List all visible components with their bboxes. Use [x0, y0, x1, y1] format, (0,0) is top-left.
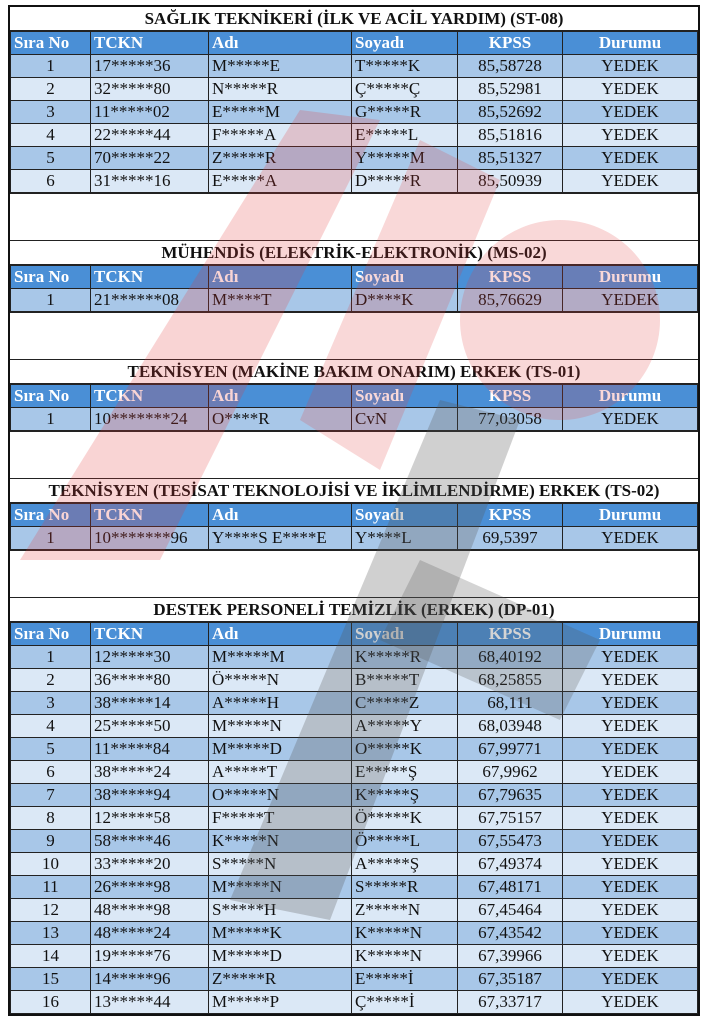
table-row [11, 761, 698, 784]
cell-soyadi: K*****Ş [352, 784, 458, 807]
cell-soyadi: S*****R [352, 876, 458, 899]
results-table [10, 622, 698, 1014]
table-row [11, 784, 698, 807]
cell-sira-no: 3 [11, 101, 91, 124]
cell-kpss: 67,79635 [458, 784, 563, 807]
cell-durumu: YEDEK [563, 55, 698, 78]
column-header-durumu: Durumu [563, 32, 698, 55]
cell-durumu: YEDEK [563, 738, 698, 761]
cell-durumu: YEDEK [563, 78, 698, 101]
column-header-soyadi: Soyadı [352, 32, 458, 55]
results-table [10, 503, 698, 550]
table-header-row [11, 266, 698, 289]
cell-sira-no: 12 [11, 899, 91, 922]
cell-adi: E*****A [209, 170, 352, 193]
cell-kpss: 77,03058 [458, 408, 563, 431]
table-row [11, 945, 698, 968]
cell-soyadi: A*****Ş [352, 853, 458, 876]
table-row [11, 669, 698, 692]
section-spacer [10, 431, 698, 479]
cell-sira-no: 2 [11, 669, 91, 692]
cell-sira-no: 5 [11, 738, 91, 761]
column-header-adi: Adı [209, 504, 352, 527]
section-title: SAĞLIK TEKNİKERİ (İLK VE ACİL YARDIM) (ST-08) [10, 7, 698, 31]
cell-sira-no: 1 [11, 646, 91, 669]
column-header-tckn: TCKN [91, 385, 209, 408]
cell-adi: N*****R [209, 78, 352, 101]
table-row [11, 55, 698, 78]
cell-adi: F*****T [209, 807, 352, 830]
cell-kpss: 68,25855 [458, 669, 563, 692]
cell-sira-no: 6 [11, 761, 91, 784]
column-header-soyadi: Soyadı [352, 504, 458, 527]
cell-durumu: YEDEK [563, 124, 698, 147]
cell-adi: S*****H [209, 899, 352, 922]
column-header-kpss: KPSS [458, 266, 563, 289]
cell-tckn: 14*****96 [91, 968, 209, 991]
column-header-adi: Adı [209, 266, 352, 289]
table-row [11, 715, 698, 738]
cell-sira-no: 11 [11, 876, 91, 899]
cell-soyadi: Ç*****İ [352, 991, 458, 1014]
cell-tckn: 33*****20 [91, 853, 209, 876]
cell-adi: S*****N [209, 853, 352, 876]
cell-soyadi: K*****R [352, 646, 458, 669]
section-title: MÜHENDİS (ELEKTRİK-ELEKTRONİK) (MS-02) [10, 241, 698, 265]
cell-adi: M*****N [209, 876, 352, 899]
cell-kpss: 67,99771 [458, 738, 563, 761]
cell-tckn: 38*****94 [91, 784, 209, 807]
cell-tckn: 58*****46 [91, 830, 209, 853]
cell-tckn: 21******08 [91, 289, 209, 312]
cell-soyadi: Ö*****L [352, 830, 458, 853]
column-header-sira-no: Sıra No [11, 266, 91, 289]
column-header-durumu: Durumu [563, 385, 698, 408]
column-header-durumu: Durumu [563, 623, 698, 646]
cell-soyadi: E*****L [352, 124, 458, 147]
cell-kpss: 67,9962 [458, 761, 563, 784]
cell-sira-no: 16 [11, 991, 91, 1014]
cell-adi: Ö*****N [209, 669, 352, 692]
cell-tckn: 48*****98 [91, 899, 209, 922]
cell-kpss: 67,35187 [458, 968, 563, 991]
cell-durumu: YEDEK [563, 922, 698, 945]
cell-adi: M*****D [209, 738, 352, 761]
column-header-tckn: TCKN [91, 266, 209, 289]
column-header-tckn: TCKN [91, 32, 209, 55]
cell-durumu: YEDEK [563, 669, 698, 692]
table-row [11, 738, 698, 761]
cell-kpss: 68,111 [458, 692, 563, 715]
cell-adi: Z*****R [209, 147, 352, 170]
column-header-sira-no: Sıra No [11, 623, 91, 646]
cell-durumu: YEDEK [563, 830, 698, 853]
cell-adi: O*****N [209, 784, 352, 807]
cell-kpss: 85,76629 [458, 289, 563, 312]
cell-soyadi: D****K [352, 289, 458, 312]
cell-tckn: 31*****16 [91, 170, 209, 193]
cell-soyadi: K*****N [352, 922, 458, 945]
cell-adi: A*****H [209, 692, 352, 715]
table-row [11, 853, 698, 876]
cell-adi: M*****N [209, 715, 352, 738]
cell-sira-no: 8 [11, 807, 91, 830]
cell-adi: M*****M [209, 646, 352, 669]
column-header-sira-no: Sıra No [11, 504, 91, 527]
results-table [10, 384, 698, 431]
cell-durumu: YEDEK [563, 646, 698, 669]
table-row [11, 124, 698, 147]
column-header-kpss: KPSS [458, 623, 563, 646]
cell-soyadi: CvN [352, 408, 458, 431]
table-header-row [11, 32, 698, 55]
cell-sira-no: 1 [11, 527, 91, 550]
table-row [11, 289, 698, 312]
cell-sira-no: 5 [11, 147, 91, 170]
cell-kpss: 67,43542 [458, 922, 563, 945]
table-row [11, 170, 698, 193]
cell-adi: E*****M [209, 101, 352, 124]
section-spacer [10, 550, 698, 598]
cell-adi: M****T [209, 289, 352, 312]
cell-soyadi: C*****Z [352, 692, 458, 715]
cell-adi: M*****P [209, 991, 352, 1014]
cell-kpss: 67,39966 [458, 945, 563, 968]
column-header-soyadi: Soyadı [352, 266, 458, 289]
cell-soyadi: Y****L [352, 527, 458, 550]
cell-durumu: YEDEK [563, 853, 698, 876]
cell-durumu: YEDEK [563, 968, 698, 991]
cell-soyadi: K*****N [352, 945, 458, 968]
column-header-tckn: TCKN [91, 504, 209, 527]
cell-soyadi: Y*****M [352, 147, 458, 170]
cell-soyadi: B*****T [352, 669, 458, 692]
column-header-sira-no: Sıra No [11, 385, 91, 408]
cell-tckn: 22*****44 [91, 124, 209, 147]
cell-tckn: 17*****36 [91, 55, 209, 78]
cell-kpss: 85,52981 [458, 78, 563, 101]
results-table [10, 265, 698, 312]
cell-kpss: 69,5397 [458, 527, 563, 550]
table-row [11, 101, 698, 124]
cell-durumu: YEDEK [563, 784, 698, 807]
cell-durumu: YEDEK [563, 899, 698, 922]
table-header-row [11, 385, 698, 408]
cell-durumu: YEDEK [563, 408, 698, 431]
column-header-sira-no: Sıra No [11, 32, 91, 55]
cell-sira-no: 3 [11, 692, 91, 715]
table-row [11, 876, 698, 899]
cell-durumu: YEDEK [563, 527, 698, 550]
cell-tckn: 19*****76 [91, 945, 209, 968]
cell-kpss: 85,50939 [458, 170, 563, 193]
table-row [11, 147, 698, 170]
cell-tckn: 12*****30 [91, 646, 209, 669]
cell-kpss: 85,52692 [458, 101, 563, 124]
cell-durumu: YEDEK [563, 289, 698, 312]
table-header-row [11, 623, 698, 646]
cell-sira-no: 1 [11, 408, 91, 431]
table-row [11, 807, 698, 830]
cell-sira-no: 13 [11, 922, 91, 945]
section-spacer [10, 312, 698, 360]
cell-adi: K*****N [209, 830, 352, 853]
table-row [11, 527, 698, 550]
cell-tckn: 38*****24 [91, 761, 209, 784]
cell-tckn: 38*****14 [91, 692, 209, 715]
column-header-durumu: Durumu [563, 266, 698, 289]
cell-soyadi: Ç*****Ç [352, 78, 458, 101]
cell-soyadi: Ö*****K [352, 807, 458, 830]
cell-durumu: YEDEK [563, 807, 698, 830]
cell-sira-no: 4 [11, 124, 91, 147]
column-header-tckn: TCKN [91, 623, 209, 646]
cell-kpss: 67,49374 [458, 853, 563, 876]
cell-soyadi: D*****R [352, 170, 458, 193]
table-row [11, 692, 698, 715]
column-header-kpss: KPSS [458, 504, 563, 527]
cell-sira-no: 10 [11, 853, 91, 876]
column-header-soyadi: Soyadı [352, 385, 458, 408]
cell-tckn: 12*****58 [91, 807, 209, 830]
cell-soyadi: O*****K [352, 738, 458, 761]
cell-soyadi: E*****İ [352, 968, 458, 991]
cell-soyadi: Z*****N [352, 899, 458, 922]
cell-tckn: 32*****80 [91, 78, 209, 101]
cell-sira-no: 14 [11, 945, 91, 968]
section-title: DESTEK PERSONELİ TEMİZLİK (ERKEK) (DP-01) [10, 598, 698, 622]
cell-sira-no: 6 [11, 170, 91, 193]
table-header-row [11, 504, 698, 527]
cell-sira-no: 9 [11, 830, 91, 853]
cell-kpss: 67,33717 [458, 991, 563, 1014]
cell-sira-no: 2 [11, 78, 91, 101]
cell-durumu: YEDEK [563, 991, 698, 1014]
section-title: TEKNİSYEN (TESİSAT TEKNOLOJİSİ VE İKLİMLENDİRME) ERKEK (TS-02) [10, 479, 698, 503]
cell-durumu: YEDEK [563, 761, 698, 784]
cell-kpss: 67,48171 [458, 876, 563, 899]
cell-durumu: YEDEK [563, 170, 698, 193]
table-row [11, 408, 698, 431]
cell-durumu: YEDEK [563, 101, 698, 124]
cell-durumu: YEDEK [563, 945, 698, 968]
cell-durumu: YEDEK [563, 876, 698, 899]
cell-adi: Y****S E****E [209, 527, 352, 550]
cell-tckn: 70*****22 [91, 147, 209, 170]
table-row [11, 830, 698, 853]
cell-kpss: 68,03948 [458, 715, 563, 738]
cell-adi: A*****T [209, 761, 352, 784]
cell-tckn: 13*****44 [91, 991, 209, 1014]
cell-tckn: 11*****84 [91, 738, 209, 761]
cell-tckn: 10*******96 [91, 527, 209, 550]
cell-adi: M*****K [209, 922, 352, 945]
column-header-adi: Adı [209, 32, 352, 55]
cell-tckn: 25*****50 [91, 715, 209, 738]
cell-durumu: YEDEK [563, 692, 698, 715]
cell-kpss: 85,51327 [458, 147, 563, 170]
column-header-durumu: Durumu [563, 504, 698, 527]
cell-durumu: YEDEK [563, 147, 698, 170]
cell-kpss: 67,75157 [458, 807, 563, 830]
cell-adi: Z*****R [209, 968, 352, 991]
cell-adi: M*****E [209, 55, 352, 78]
cell-tckn: 11*****02 [91, 101, 209, 124]
cell-kpss: 85,51816 [458, 124, 563, 147]
results-document [8, 5, 700, 1016]
cell-sira-no: 7 [11, 784, 91, 807]
column-header-soyadi: Soyadı [352, 623, 458, 646]
cell-tckn: 10*******24 [91, 408, 209, 431]
table-row [11, 968, 698, 991]
cell-soyadi: E*****Ş [352, 761, 458, 784]
cell-kpss: 68,40192 [458, 646, 563, 669]
cell-tckn: 36*****80 [91, 669, 209, 692]
column-header-adi: Adı [209, 385, 352, 408]
column-header-adi: Adı [209, 623, 352, 646]
cell-sira-no: 1 [11, 289, 91, 312]
results-table [10, 31, 698, 193]
table-row [11, 78, 698, 101]
section-title: TEKNİSYEN (MAKİNE BAKIM ONARIM) ERKEK (TS-01) [10, 360, 698, 384]
cell-durumu: YEDEK [563, 715, 698, 738]
cell-tckn: 48*****24 [91, 922, 209, 945]
table-row [11, 646, 698, 669]
cell-adi: O****R [209, 408, 352, 431]
cell-tckn: 26*****98 [91, 876, 209, 899]
cell-kpss: 67,55473 [458, 830, 563, 853]
cell-kpss: 67,45464 [458, 899, 563, 922]
column-header-kpss: KPSS [458, 32, 563, 55]
cell-adi: M*****D [209, 945, 352, 968]
cell-soyadi: A*****Y [352, 715, 458, 738]
cell-sira-no: 15 [11, 968, 91, 991]
table-row [11, 899, 698, 922]
cell-sira-no: 4 [11, 715, 91, 738]
section-spacer [10, 193, 698, 241]
cell-soyadi: G*****R [352, 101, 458, 124]
table-row [11, 991, 698, 1014]
table-row [11, 922, 698, 945]
cell-soyadi: T*****K [352, 55, 458, 78]
cell-adi: F*****A [209, 124, 352, 147]
cell-kpss: 85,58728 [458, 55, 563, 78]
cell-sira-no: 1 [11, 55, 91, 78]
column-header-kpss: KPSS [458, 385, 563, 408]
